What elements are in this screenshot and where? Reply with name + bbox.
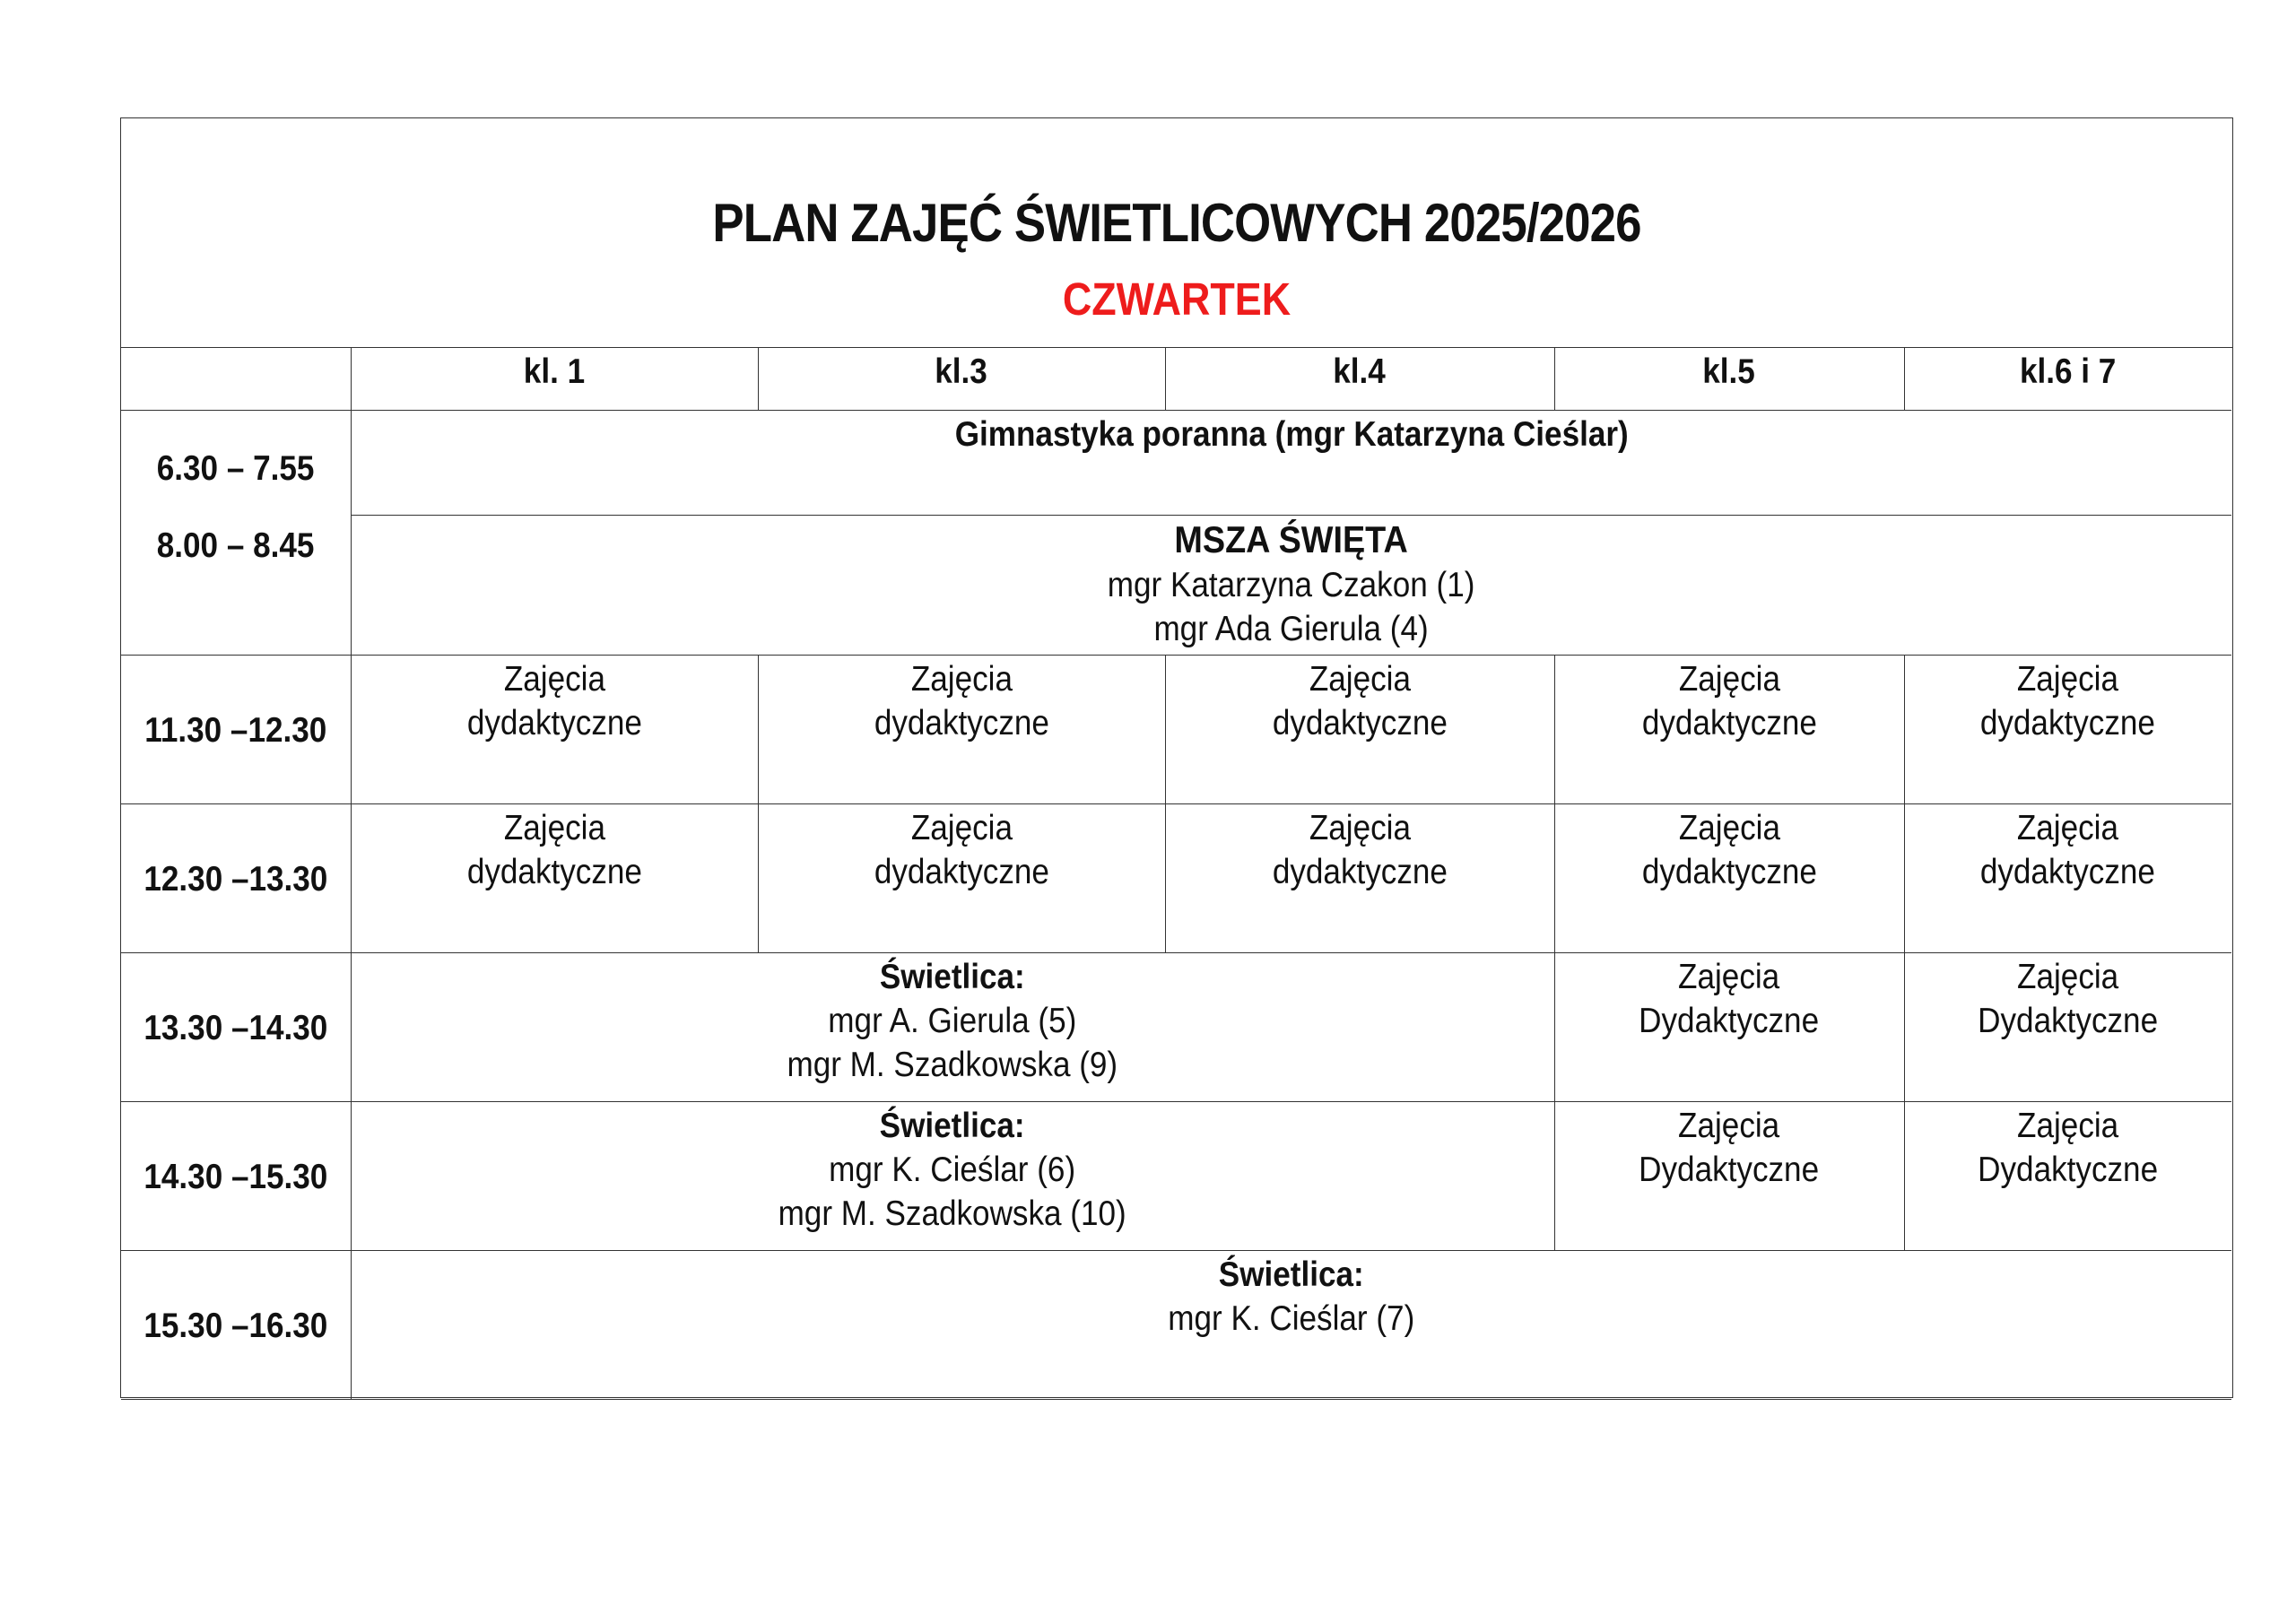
mass-teacher: mgr Ada Gierula (4) (1153, 609, 1429, 648)
column-header-kl5: kl.5 (1554, 348, 1904, 410)
column-header-kl1: kl. 1 (351, 348, 758, 410)
day-label: CZWARTEK (1062, 274, 1292, 325)
time-label: 8.00 – 8.45 (156, 525, 315, 565)
table-row (121, 515, 2231, 655)
lesson-cell: Zajęcia Dydaktyczne (1904, 1101, 2231, 1250)
table-row (121, 1101, 2231, 1250)
mass-cell (351, 515, 2231, 655)
time-cell: 14.30 –15.30 (121, 1101, 351, 1250)
header-row (121, 348, 2231, 410)
column-header-kl6-7: kl.6 i 7 (1904, 348, 2231, 410)
lesson-cell: Zajęcia Dydaktyczne (1554, 1101, 1904, 1250)
lesson-cell: Zajęcia dydaktyczne (758, 803, 1165, 952)
lesson-cell: Zajęcia dydaktyczne (758, 655, 1165, 803)
column-header-kl3: kl.3 (758, 348, 1165, 410)
time-cell: 15.30 –16.30 (121, 1250, 351, 1399)
swietlica-cell: Świetlica: mgr A. Gierula (5) mgr M. Szadkowska (9) (351, 952, 1554, 1101)
table-row (121, 952, 2231, 1101)
time-label: 6.30 – 7.55 (156, 448, 315, 488)
column-header-kl4: kl.4 (1165, 348, 1554, 410)
table-row (121, 1250, 2231, 1399)
lesson-cell: Zajęcia dydaktyczne (1554, 803, 1904, 952)
page-title: PLAN ZAJĘĆ ŚWIETLICOWYCH 2025/2026 (712, 193, 1641, 253)
lesson-cell: Zajęcia dydaktyczne (1904, 655, 2231, 803)
schedule-document (120, 117, 2233, 1398)
lesson-cell: Zajęcia dydaktyczne (1554, 655, 1904, 803)
table-row (121, 410, 2231, 515)
table-row (121, 803, 2231, 952)
schedule-table (121, 348, 2231, 1400)
time-header-empty (121, 348, 351, 410)
lesson-cell: Zajęcia dydaktyczne (1165, 655, 1554, 803)
mass-title: MSZA ŚWIĘTA (1174, 517, 1408, 560)
lesson-cell: Zajęcia dydaktyczne (1904, 803, 2231, 952)
time-cell: 13.30 –14.30 (121, 952, 351, 1101)
table-row (121, 655, 2231, 803)
swietlica-cell: Świetlica: mgr K. Cieślar (7) (351, 1250, 2231, 1399)
time-cell: 11.30 –12.30 (121, 655, 351, 803)
gym-cell: Gimnastyka poranna (mgr Katarzyna Cieślar) (351, 410, 2231, 515)
time-cell-morning (121, 410, 351, 655)
lesson-cell: Zajęcia dydaktyczne (351, 655, 758, 803)
lesson-cell: Zajęcia dydaktyczne (1165, 803, 1554, 952)
swietlica-cell: Świetlica: mgr K. Cieślar (6) mgr M. Szadkowska (10) (351, 1101, 1554, 1250)
lesson-cell: Zajęcia Dydaktyczne (1554, 952, 1904, 1101)
title-block (121, 118, 2232, 348)
lesson-cell: Zajęcia dydaktyczne (351, 803, 758, 952)
lesson-cell: Zajęcia Dydaktyczne (1904, 952, 2231, 1101)
mass-teacher: mgr Katarzyna Czakon (1) (1107, 565, 1475, 604)
time-cell: 12.30 –13.30 (121, 803, 351, 952)
